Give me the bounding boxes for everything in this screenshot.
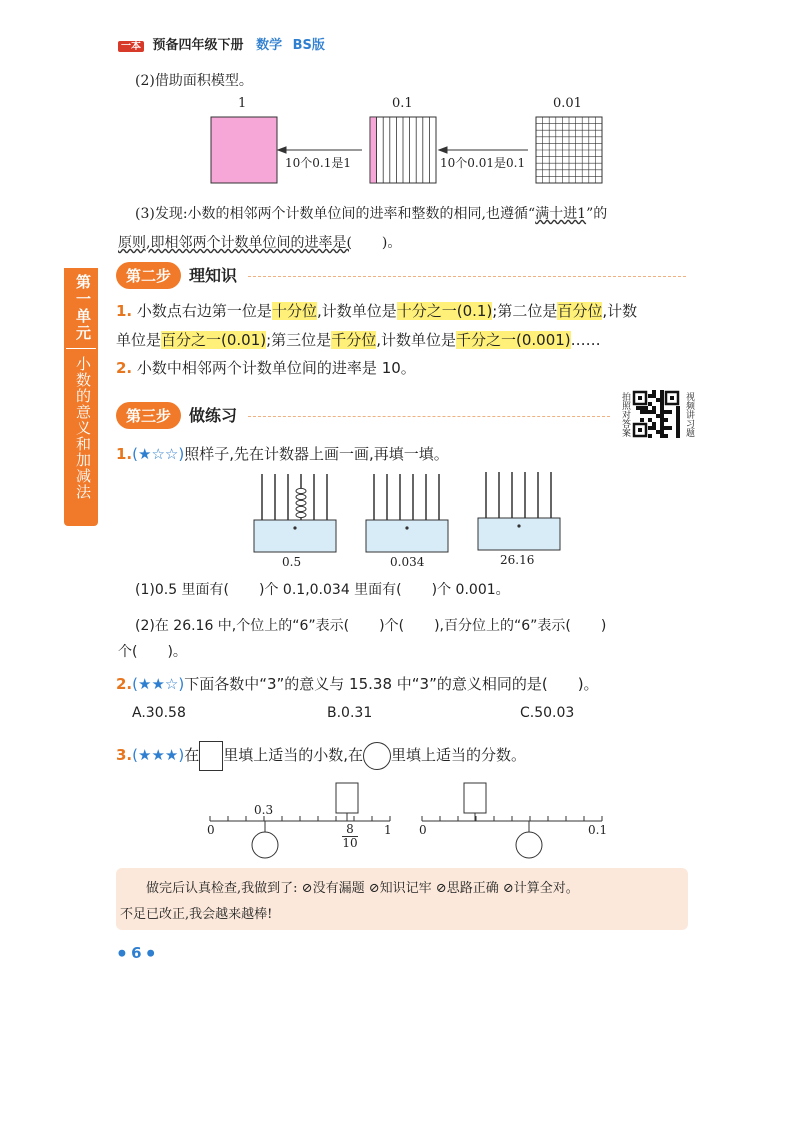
header	[118, 34, 325, 53]
q3: 3.(★★★)在 里填上适当的小数,在 里填上适当的分数。	[116, 740, 526, 771]
number-line-1	[210, 783, 390, 858]
book-title: 预备四年级下册	[152, 38, 244, 53]
abacus-1	[254, 474, 336, 552]
q2-option-c[interactable]: C.50.03	[520, 705, 575, 721]
wavy-emphasis: 满十进1	[535, 206, 587, 222]
check-icon: ⊘	[368, 881, 380, 896]
abacus-3	[478, 472, 560, 550]
part3-line2: 原则,即相邻两个计数单位间的进率是( )。	[118, 235, 402, 251]
q2-stars: (★★☆)	[132, 675, 185, 693]
step2-item2: 2. 小数中相邻两个计数单位间的进率是 10。	[116, 359, 416, 377]
area-models	[200, 110, 620, 190]
nl2-end: 0.1	[588, 823, 608, 837]
side-tab-title: 小数的意义和加减法	[74, 356, 92, 500]
check-icon: ⊘	[435, 881, 447, 896]
check-icon: ⊘	[502, 881, 514, 896]
arrow-right	[439, 147, 528, 153]
number-lines	[200, 775, 620, 867]
step3-header	[116, 402, 237, 429]
step3-title: 做练习	[189, 406, 238, 425]
part2-heading: (2)借助面积模型。	[135, 73, 253, 89]
step3-tag: 第三步	[116, 402, 181, 429]
q1-sub2: (2)在 26.16 中,个位上的“6”表示( )个( ),百分位上的“6”表示( )	[135, 618, 607, 634]
qr-right-label: 视频讲习题	[684, 392, 694, 437]
edition: BS版	[292, 38, 325, 53]
abacus-label-2: 0.034	[390, 555, 425, 569]
q2-option-a[interactable]: A.30.58	[132, 705, 186, 721]
nl1-top-label: 0.3	[254, 803, 274, 817]
part3-line1: (3)发现:小数的相邻两个计数单位间的进率和整数的相同,也遵循“满十进1”的	[135, 206, 608, 222]
step2-tag: 第二步	[116, 262, 181, 289]
label-0-01: 0.01	[553, 96, 582, 111]
check-icon: ⊘	[301, 881, 313, 896]
arrow-left-label: 10个0.1是1	[285, 156, 351, 170]
abacus-label-1: 0.5	[282, 555, 302, 569]
q2-option-b[interactable]: B.0.31	[327, 705, 373, 721]
label-1: 1	[238, 96, 247, 111]
q3-stars: (★★★)	[132, 746, 185, 764]
hundredths-square	[536, 117, 602, 183]
nl2-zero: 0	[419, 823, 427, 837]
check-line2: 不足已改正,我会越来越棒!	[120, 907, 273, 922]
unit-square	[211, 117, 277, 183]
nl1-one: 1	[384, 823, 392, 837]
page-number: ● 6 ●	[118, 944, 155, 962]
logo: 一本	[118, 41, 144, 52]
q1: 1.(★☆☆)照样子,先在计数器上画一画,再填一填。	[116, 445, 449, 463]
side-tab-unit: 第一单元	[74, 274, 92, 342]
label-0-1: 0.1	[392, 96, 413, 111]
q1-sub1: (1)0.5 里面有( )个 0.1,0.034 里面有( )个 0.001。	[135, 582, 510, 598]
number-line-2	[422, 783, 602, 858]
abacus-2	[366, 474, 448, 552]
nl1-fraction: 8 10	[342, 822, 358, 850]
arrow-left	[278, 147, 362, 153]
abacus-group	[250, 468, 570, 558]
nl1-zero: 0	[207, 823, 215, 837]
step2-item1: 1. 小数点右边第一位是十分位,计数单位是十分之一(0.1);第二位是百分位,计数 单位是百分之一(0.01);第三位是千分位,计数单位是千分之一(0.001)……	[116, 302, 638, 349]
q2: 2.(★★☆)下面各数中“3”的意义与 15.38 中“3”的意义相同的是( )。	[116, 675, 599, 693]
check-line1: 做完后认真检查,我做到了: ⊘没有漏题 ⊘知识记牢 ⊘思路正确 ⊘计算全对。	[146, 881, 579, 896]
step2-header	[116, 262, 237, 289]
q1-stars: (★☆☆)	[132, 445, 185, 463]
abacus-label-3: 26.16	[500, 553, 535, 567]
circle-icon	[363, 742, 391, 770]
step2-divider	[248, 276, 686, 278]
step2-title: 理知识	[189, 266, 238, 285]
subject: 数学	[256, 38, 283, 53]
tenths-square	[370, 117, 436, 183]
q1-sub2-cont: 个( )。	[118, 644, 187, 660]
qr-left-label: 拍照对答案	[620, 392, 630, 437]
arrow-right-label: 10个0.01是0.1	[440, 156, 526, 170]
step3-divider	[248, 416, 610, 418]
side-tab-divider	[66, 348, 96, 349]
square-icon	[199, 741, 223, 771]
qr-code-icon[interactable]	[632, 390, 680, 438]
